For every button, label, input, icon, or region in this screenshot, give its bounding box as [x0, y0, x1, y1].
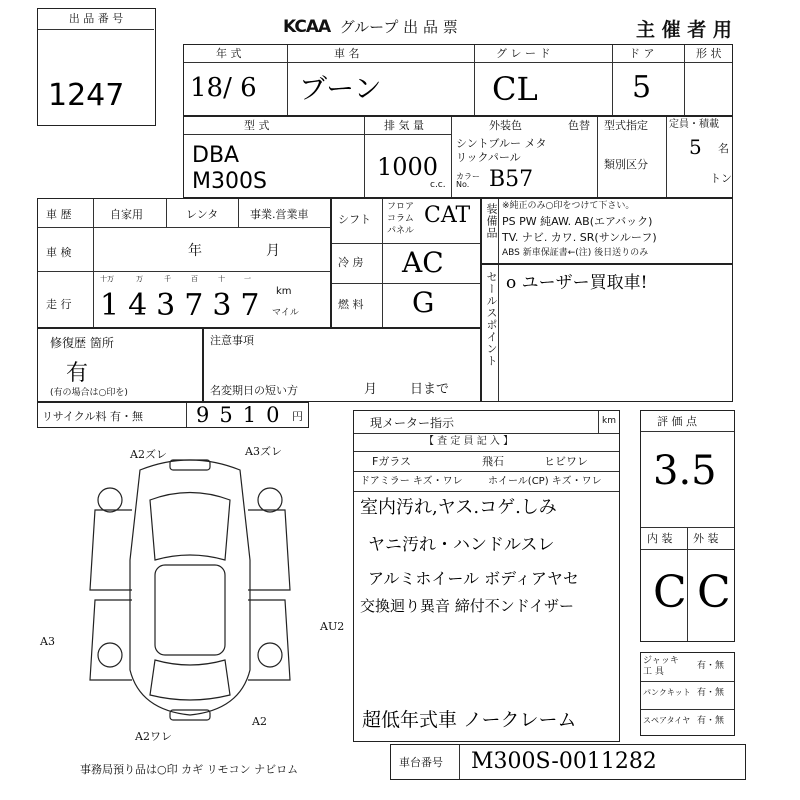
odo-place-2: 千	[164, 275, 171, 283]
displacement-label: 排 気 量	[384, 119, 424, 132]
repair-label: 修復歴 箇所	[50, 336, 114, 350]
mid-block	[331, 198, 481, 328]
grade-label: グ レ ー ド	[496, 47, 551, 60]
repair-note: (有の場合は○印を)	[50, 388, 128, 398]
name-change-day: 日まで	[410, 382, 450, 397]
wheel-label: ホイール(CP) キズ・ワレ	[488, 476, 602, 487]
usage-rental: レンタ	[186, 208, 219, 221]
spare-value: 有・無	[697, 716, 725, 726]
usage-business: 事業.営業車	[250, 208, 309, 221]
equipment-label: 装備品	[485, 203, 498, 239]
name-value: ブーン	[299, 72, 382, 105]
year-value: 18/ 6	[190, 73, 257, 103]
repair-value: 有	[66, 361, 89, 386]
name-change-label: 名変期日の短い方	[210, 384, 298, 397]
inspection-bottom-note: 超低年式車 ノークレーム	[362, 709, 577, 731]
interior-label: 内 装	[647, 532, 673, 545]
recolor-label: 色替	[568, 119, 590, 132]
meter-label: 現メーター指示	[370, 416, 455, 430]
inspection-note-4: 交換迴り異音 締付不ンドイザー	[360, 597, 575, 615]
puncture-value: 有・無	[697, 688, 725, 698]
odo-place-0: 十万	[100, 275, 114, 283]
damage-mark-a3-front: A3ズレ	[245, 445, 282, 458]
equipment-line-1: ※純正のみ○印をつけて下さい。	[502, 201, 635, 211]
damage-mark-a2-rear: A2	[252, 715, 267, 728]
color-label: 外装色	[489, 119, 522, 132]
recycle-label: リサイクル料 有・無	[42, 410, 143, 423]
inspection-note-3: アルミホイール ボディアヤセ	[368, 569, 579, 588]
row-specs	[183, 116, 733, 198]
capacity-label: 定員・積載	[669, 119, 719, 130]
color-no-label: カラー No.	[456, 172, 480, 189]
recycle-box	[37, 402, 309, 428]
usage-label: 車 歴	[46, 208, 72, 221]
inspection-year: 年	[188, 243, 202, 259]
glass-chip: 飛石	[482, 455, 504, 468]
door-value: 5	[632, 70, 652, 105]
model-value-1: DBA	[192, 143, 240, 168]
organizer-label: 主 催 者 用	[636, 19, 732, 41]
color-value: シントブルー メタリックパール	[456, 137, 547, 164]
score-label: 評 価 点	[657, 415, 697, 428]
sales-box	[481, 264, 733, 402]
damage-mark-a3-left: A3	[40, 635, 55, 648]
footer-note: 事務局預り品は○印 カギ リモコン ナビロム	[80, 763, 299, 776]
displacement-value: 1000	[377, 153, 439, 181]
meter-unit: km	[602, 416, 616, 426]
inspection-month: 月	[266, 243, 280, 259]
exterior-label: 外 装	[693, 532, 719, 545]
interior-value: C	[653, 567, 687, 618]
shift-value: CAT	[424, 203, 471, 228]
lot-number: 1247	[48, 78, 125, 113]
row-basic	[183, 44, 733, 116]
inspector-label: 【 査 定 員 記 入 】	[424, 436, 514, 447]
damage-mark-a2-front: A2ズレ	[130, 448, 167, 461]
door-label: ド ア	[629, 47, 655, 60]
title-brand: KCAA	[283, 17, 331, 37]
puncture-label: パンクキット	[643, 688, 691, 697]
lot-number-label: 出 品 番 号	[68, 12, 124, 25]
year-label: 年 式	[216, 47, 242, 60]
recycle-unit: 円	[292, 410, 303, 423]
tools-box	[640, 652, 735, 736]
score-box	[640, 410, 735, 642]
fuel-label: 燃 料	[338, 298, 364, 311]
recycle-value: 9510	[196, 403, 290, 427]
exterior-value: C	[697, 567, 731, 618]
odo-unit-mile: マイル	[272, 308, 299, 318]
damage-mark-au2-right: AU2	[320, 620, 345, 633]
chassis-label: 車台番号	[399, 756, 443, 769]
title-rest: グループ 出 品 票	[339, 18, 458, 36]
capacity-value: 5	[689, 135, 702, 159]
sales-label: セールスポイント	[485, 271, 498, 367]
odo-place-1: 万	[136, 275, 143, 283]
type-spec-label: 型式指定	[604, 119, 648, 132]
grade-value: CL	[492, 70, 538, 108]
load-unit: トン	[710, 172, 732, 185]
notes-label: 注意事項	[210, 334, 254, 347]
form-title	[283, 16, 458, 37]
model-label: 型 式	[244, 119, 270, 132]
fuel-value: G	[412, 286, 435, 319]
mirror-label: ドアミラー キズ・ワレ	[360, 476, 463, 487]
capacity-unit: 名	[718, 142, 729, 155]
ac-label: 冷 房	[338, 256, 364, 269]
score-value: 3.5	[653, 448, 717, 494]
name-change-month: 月	[364, 382, 378, 397]
glass-crack: ヒビワレ	[544, 455, 588, 468]
equipment-box	[481, 198, 733, 264]
shape-label: 形 状	[696, 47, 722, 60]
color-no-value: B57	[489, 167, 534, 192]
usage-private: 自家用	[110, 208, 143, 221]
inspection-note-2: ヤニ汚れ・ハンドルスレ	[368, 535, 555, 555]
odometer-value: 143737	[100, 288, 269, 323]
repair-box	[37, 328, 203, 402]
sales-value: o ユーザー買取車!	[506, 273, 648, 293]
chassis-value: M300S-0011282	[471, 749, 657, 774]
inspection-box	[353, 410, 620, 742]
name-label: 車 名	[334, 47, 360, 60]
glass-label: Fガラス	[372, 455, 411, 468]
displacement-unit: c.c.	[430, 180, 446, 190]
class-label: 類別区分	[604, 158, 648, 171]
spare-label: スペアタイヤ	[643, 716, 691, 725]
equipment-line-4: ABS 新車保証書←(注) 後日送りのみ	[502, 248, 649, 258]
jack-label: ジャッキ 工 具	[643, 656, 679, 677]
jack-value: 有・無	[697, 661, 725, 671]
odo-unit-km: km	[276, 286, 292, 297]
inspection-note-1: 室内汚れ,ヤス.コゲ.しみ	[360, 497, 557, 518]
ac-value: AC	[402, 246, 444, 279]
chassis-box	[390, 744, 746, 780]
shift-label: シフト	[338, 213, 371, 226]
left-block	[37, 198, 331, 328]
odo-place-3: 百	[191, 275, 198, 283]
car-damage-diagram	[40, 440, 345, 760]
odo-place-5: 一	[244, 275, 251, 283]
equipment-line-3: TV. ナビ. カワ. SR(サンルーフ)	[502, 231, 657, 244]
damage-mark-a2-rear-left: A2ワレ	[135, 730, 172, 743]
shift-options: フロア コラム パネル	[387, 202, 415, 236]
inspection-label: 車 検	[46, 246, 72, 259]
model-value-2: M300S	[192, 169, 267, 194]
odo-place-4: 十	[218, 275, 225, 283]
lot-number-box	[37, 8, 156, 126]
equipment-line-2: PS PW 純AW. AB(エアバック)	[502, 215, 653, 228]
odometer-label: 走 行	[46, 298, 72, 311]
notes-box	[203, 328, 481, 402]
